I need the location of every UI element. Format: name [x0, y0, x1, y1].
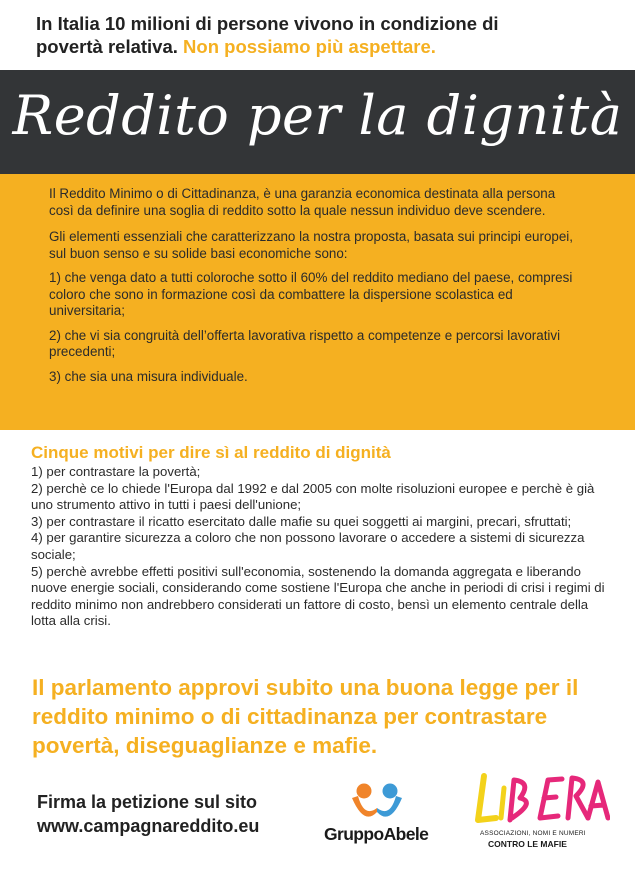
- motivi-item: 5) perchè avrebbe effetti positivi sull'economia, sostenendo la domanda aggregata e liberando nuove energie sociali, considerando come sostiene l'Europa che anche in periodi di crisi i regimi di reddito minimo non andrebbero considerati un fattore di costo, bensì un elemento centrale della lotta alla crisi.: [31, 563, 605, 629]
- libera-subtitle: ASSOCIAZIONI, NOMI E NUMERI: [480, 830, 586, 837]
- headline-accent: Non possiamo più aspettare.: [183, 36, 436, 57]
- page-title: Reddito per la dignità: [12, 84, 623, 147]
- headline-line-1: In Italia 10 milioni di persone vivono in condizione di: [36, 13, 499, 34]
- motivi-item: 2) perchè ce lo chiede l'Europa dal 1992 e dal 2005 con molte risoluzioni europee e perchè è già uno strumento attivo in tutti i paesi dell'unione;: [31, 480, 595, 513]
- appeal-statement: Il parlamento approvi subito una buona legge per il reddito minimo o di cittadinanza per contrastare povertà, diseguaglianze e mafie.: [32, 675, 579, 758]
- gruppo-abele-logo: [318, 782, 458, 850]
- headline-plain: povertà relativa.: [36, 36, 178, 57]
- petition-link[interactable]: www.campagnareddito.eu: [37, 816, 260, 836]
- motivi-section: [31, 442, 611, 630]
- libera-wordmark-logo: [470, 770, 610, 830]
- intro-box: [0, 174, 635, 430]
- motivi-item: 1) per contrastare la povertà;: [31, 464, 201, 479]
- motivi-heading: Cinque motivi per dire sì al reddito di dignità: [31, 443, 391, 462]
- intro-point: 2) che vi sia congruità dell’offerta lavorativa rispetto a competenze e percorsi lavorativi precedenti;: [49, 327, 561, 359]
- intro-point: 3) che sia una misura individuale.: [49, 368, 248, 384]
- headline-line-2: [36, 35, 616, 58]
- intro-paragraph-1: Il Reddito Minimo o di Cittadinanza, è una garanzia economica destinata alla persona così da definire una soglia di reddito sotto la quale nessun individuo deve scendere.: [49, 186, 556, 218]
- gruppo-abele-name: GruppoAbele: [324, 824, 429, 844]
- petition-text: Firma la petizione sul sito: [37, 792, 258, 812]
- petition-cta: [37, 790, 259, 838]
- motivi-item: 3) per contrastare il ricatto esercitato dalle mafie su quei soggetti ai margini, precari, sfruttati;: [31, 513, 572, 529]
- libera-tagline: CONTRO LE MAFIE: [488, 839, 567, 849]
- intro-paragraph-2: Gli elementi essenziali che caratterizzano la nostra proposta, basata sui principi europei, sul buon senso e su solide basi economiche sono:: [49, 229, 574, 261]
- headline: [36, 12, 616, 58]
- libera-logo: [470, 770, 610, 860]
- intro-text: [49, 186, 583, 393]
- title-band: [0, 70, 635, 174]
- intro-point: 1) che venga dato a tutti coloroche sotto il 60% del reddito mediano del paese, compresi coloro che sono in formazione così da combattere la dispersione scolastica ed universitaria;: [49, 270, 573, 318]
- motivi-item: 4) per garantire sicurezza a coloro che non possono lavorare o accedere a sistemi di sicurezza sociale;: [31, 530, 585, 562]
- two-figures-logo-icon: [318, 782, 458, 826]
